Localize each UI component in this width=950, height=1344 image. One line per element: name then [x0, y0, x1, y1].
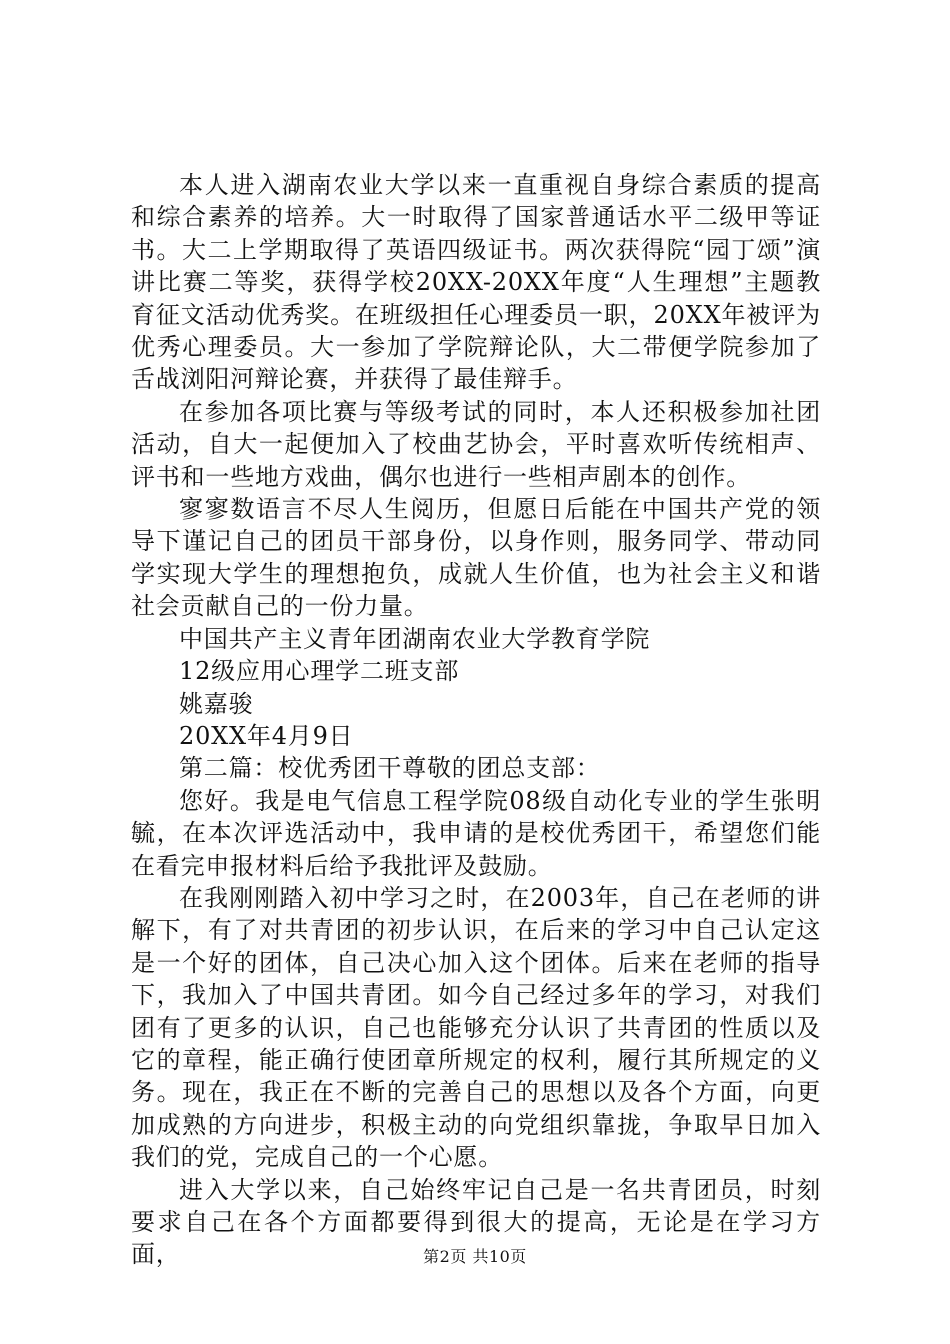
paragraph-club-activities: 在参加各项比赛与等级考试的同时，本人还积极参加社团活动，自大一起便加入了校曲艺协会，平时喜欢听传统相声、评书和一些地方戏曲，偶尔也进行一些相声剧本的创作。	[131, 397, 821, 491]
signature-date: 20XX年4月9日	[179, 721, 354, 750]
paragraph-closing: 寥寥数语言不尽人生阅历，但愿日后能在中国共产党的领导下谨记自己的团员干部身份，以身作则，服务同学、带动同学实现大学生的理想抱负，成就人生价值，也为社会主义和谐社会贡献自己的一份力量。	[131, 495, 821, 621]
section-heading: 第二篇：校优秀团干尊敬的团总支部：	[179, 754, 601, 783]
paragraph-greeting: 您好。我是电气信息工程学院08级自动化专业的学生张明毓，在本次评选活动中，我申请的是校优秀团干，希望您们能在看完申报材料后给予我批评及鼓励。	[131, 786, 821, 880]
paragraph-joining-league: 在我刚刚踏入初中学习之时，在2003年，自己在老师的讲解下，有了对共青团的初步认识，在后来的学习中自己认定这是一个好的团体，自己决心加入这个团体。后来在老师的指导下，我加入了中国共青团。如今自己经过多年的学习，对我们团有了更多的认识，自己也能够充分认识了共青团的性质以及它的章程，能正确行使团章所规定的权利，履行其所规定的义务。现在，我正在不断的完善自己的思想以及各个方面，向更加成熟的方向进步，积极主动的向党组织靠拢，争取早日加入我们的党，完成自己的一个心愿。	[131, 883, 821, 1172]
signature-name: 姚嘉骏	[179, 689, 254, 718]
document-body	[131, 169, 821, 1271]
signature-branch: 12级应用心理学二班支部	[179, 657, 460, 686]
signature-organization: 中国共产主义青年团湖南农业大学教育学院	[179, 624, 651, 653]
paragraph-university: 进入大学以来，自己始终牢记自己是一名共青团员，时刻要求自己在各个方面都要得到很大的提高，无论是在学习方面，	[131, 1175, 821, 1269]
page-number-footer: 第2页 共10页	[423, 1247, 527, 1266]
paragraph-self-introduction: 本人进入湖南农业大学以来一直重视自身综合素质的提高和综合素养的培养。大一时取得了国家普通话水平二级甲等证书。大二上学期取得了英语四级证书。两次获得院“园丁颂”演讲比赛二等奖，获得学校20XX-20XX年度“人生理想”主题教育征文活动优秀奖。在班级担任心理委员一职，20XX年被评为优秀心理委员。大一参加了学院辩论队，大二带便学院参加了舌战浏阳河辩论赛，并获得了最佳辩手。	[131, 171, 821, 394]
